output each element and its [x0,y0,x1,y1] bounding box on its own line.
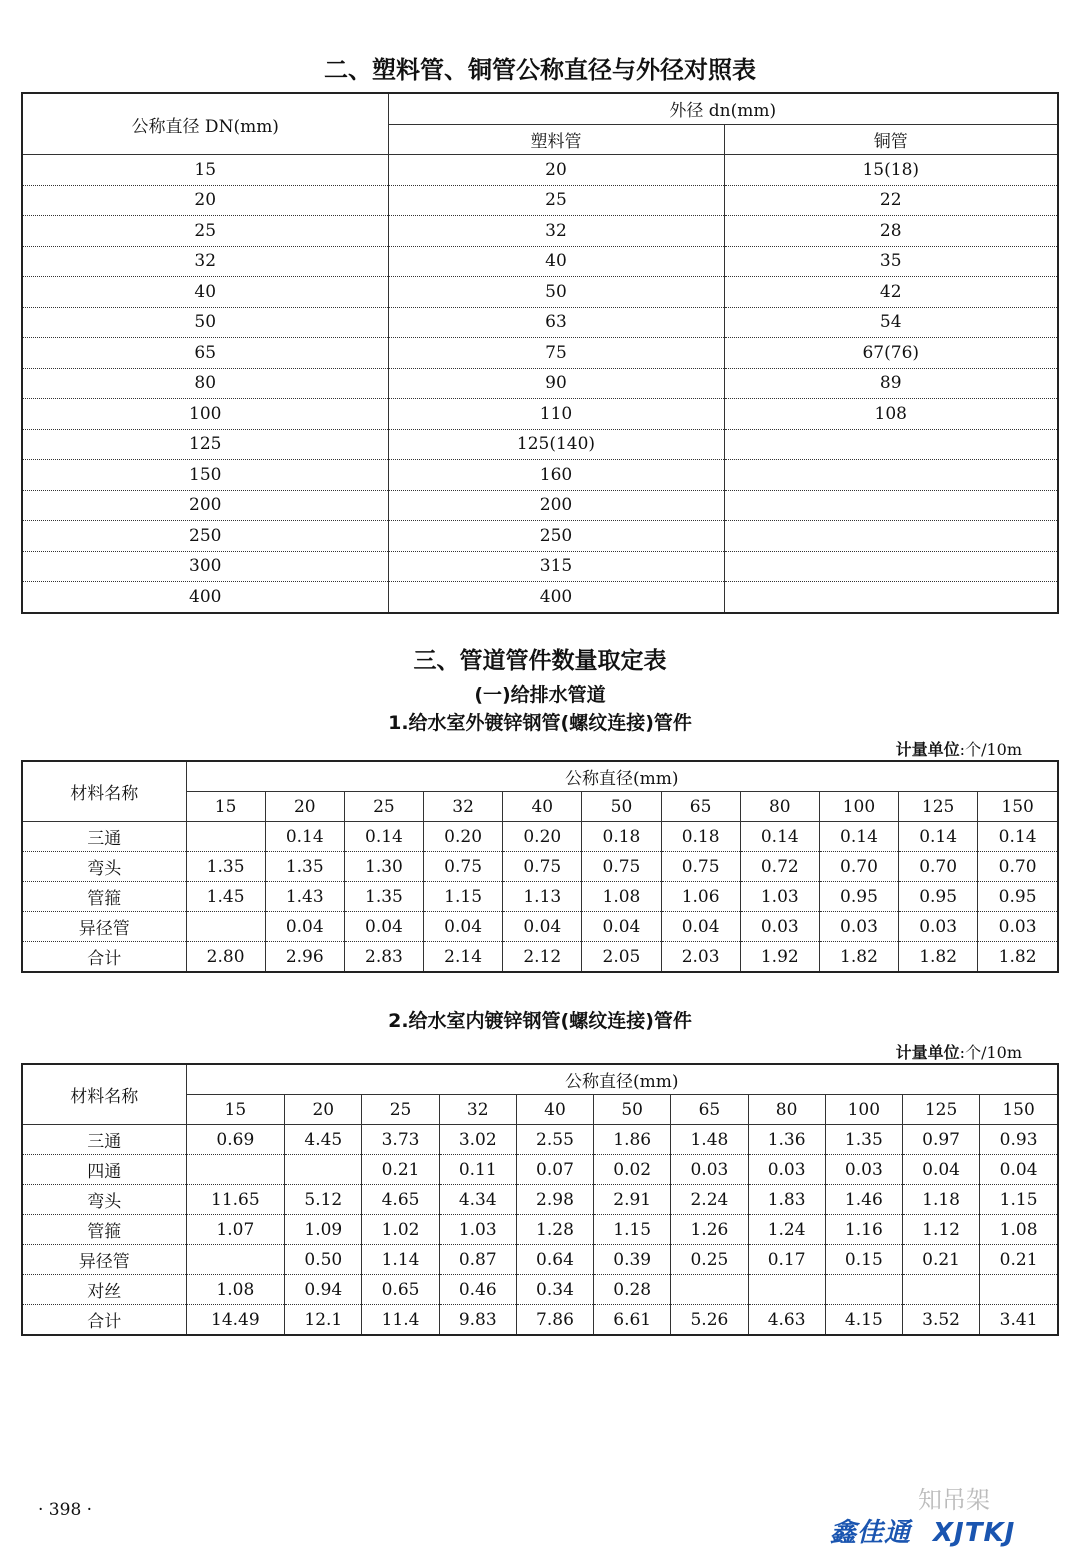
od-header: 外径 dn(mm) [388,93,1058,124]
table-cell: 2.83 [344,942,423,973]
table-cell: 1.28 [516,1215,593,1245]
table-row [22,1125,1058,1155]
table-cell: 160 [388,460,724,491]
table-cell: 1.16 [825,1215,902,1245]
table-cell: 63 [388,307,724,338]
table-cell: 15(18) [724,155,1058,186]
table-cell: 0.21 [980,1245,1058,1275]
diameter-cell: 15 [186,792,265,822]
table-cell: 0.25 [671,1245,748,1275]
table-cell [186,822,265,852]
table-cell: 1.03 [439,1215,516,1245]
table-cell: 1.08 [186,1275,285,1305]
table-cell: 32 [22,246,388,277]
table-cell: 0.94 [285,1275,362,1305]
diameter-cell: 150 [980,1095,1058,1125]
table-cell: 89 [724,368,1058,399]
material-name: 异径管 [22,1245,186,1275]
diameter-cell: 100 [819,792,898,822]
diameter-cell: 40 [503,792,582,822]
dn-header: 公称直径 DN(mm) [22,93,388,155]
table-cell: 1.08 [980,1215,1058,1245]
table-cell: 0.14 [899,822,978,852]
table-cell: 1.30 [344,852,423,882]
diameter-cell: 125 [902,1095,979,1125]
diameter-comparison-table [21,92,1059,614]
table-cell: 3.73 [362,1125,439,1155]
diameter-cell: 20 [285,1095,362,1125]
table-cell: 1.15 [424,882,503,912]
table-cell: 200 [388,490,724,521]
unit-label: 计量单位 [895,740,960,759]
table-cell: 1.48 [671,1125,748,1155]
logo-en: XJTKJ [933,1518,1016,1548]
table-cell: 4.15 [825,1305,902,1336]
table-cell: 6.61 [594,1305,671,1336]
table-cell: 28 [724,216,1058,247]
table-cell: 4.34 [439,1185,516,1215]
diameter-cell: 80 [740,792,819,822]
table-cell: 50 [388,277,724,308]
section-title: 二、塑料管、铜管公称直径与外径对照表 [324,56,756,84]
table-cell: 0.70 [899,852,978,882]
table-cell: 0.21 [362,1155,439,1185]
diameter-cell: 32 [439,1095,516,1125]
unit-note [896,737,1022,760]
table-cell: 2.05 [582,942,661,973]
table-row [22,1215,1058,1245]
table-cell: 67(76) [724,338,1058,369]
table-cell: 300 [22,551,388,582]
diameter-header: 公称直径(mm) [186,761,1058,792]
material-name: 管箍 [22,882,186,912]
table-cell: 90 [388,368,724,399]
table-cell: 108 [724,399,1058,430]
table-cell: 1.83 [748,1185,825,1215]
table-cell: 1.35 [186,852,265,882]
table-cell: 7.86 [516,1305,593,1336]
table-cell: 15 [22,155,388,186]
table-cell: 1.43 [265,882,344,912]
table-cell: 3.02 [439,1125,516,1155]
diameter-cell: 40 [516,1095,593,1125]
table-cell: 0.72 [740,852,819,882]
table-cell [724,429,1058,460]
material-name: 三通 [22,822,186,852]
table-cell: 0.65 [362,1275,439,1305]
diameter-cell: 25 [362,1095,439,1125]
table-cell: 1.06 [661,882,740,912]
table-cell: 0.03 [748,1155,825,1185]
table-cell: 0.95 [899,882,978,912]
table-cell: 25 [388,185,724,216]
table-cell: 110 [388,399,724,430]
table-cell: 25 [22,216,388,247]
table-cell: 4.65 [362,1185,439,1215]
table-cell: 1.92 [740,942,819,973]
table-row [22,1185,1058,1215]
table-cell: 65 [22,338,388,369]
table-cell: 0.03 [819,912,898,942]
table-cell: 125(140) [388,429,724,460]
table-row [22,368,1058,399]
table-cell: 0.95 [978,882,1058,912]
table-cell: 32 [388,216,724,247]
table-cell: 0.20 [503,822,582,852]
table-cell: 1.45 [186,882,265,912]
table-title: 2.给水室内镀锌钢管(螺纹连接)管件 [388,1010,692,1032]
header-row [22,761,1058,792]
table-cell: 0.17 [748,1245,825,1275]
table-row [22,307,1058,338]
table-cell: 0.04 [661,912,740,942]
table-row [22,551,1058,582]
diameter-cell: 50 [594,1095,671,1125]
diameter-cell: 150 [978,792,1058,822]
table-cell: 0.03 [978,912,1058,942]
table-cell [902,1275,979,1305]
table-cell: 200 [22,490,388,521]
header-row [22,1064,1058,1095]
table-cell [825,1275,902,1305]
table-cell: 0.75 [503,852,582,882]
diameter-cell: 15 [186,1095,285,1125]
table-cell: 75 [388,338,724,369]
table-cell: 0.69 [186,1125,285,1155]
table-cell: 2.24 [671,1185,748,1215]
unit-note [896,1040,1022,1063]
table-cell [724,521,1058,552]
table-cell: 1.08 [582,882,661,912]
table-cell: 250 [22,521,388,552]
table-cell [186,912,265,942]
table-cell [748,1275,825,1305]
table-row [22,185,1058,216]
table-cell: 400 [388,582,724,613]
diameter-cell: 20 [265,792,344,822]
table-cell: 0.20 [424,822,503,852]
table-cell: 40 [22,277,388,308]
table-cell: 0.03 [899,912,978,942]
table-cell [724,582,1058,613]
table-cell: 0.50 [285,1245,362,1275]
table-row [22,942,1058,973]
table-row [22,582,1058,613]
table-cell: 2.96 [265,942,344,973]
table-cell: 4.63 [748,1305,825,1336]
table-row [22,429,1058,460]
table-cell: 1.86 [594,1125,671,1155]
copper-header: 铜管 [724,124,1058,155]
table-cell: 5.26 [671,1305,748,1336]
table-cell: 35 [724,246,1058,277]
diameter-cell: 100 [825,1095,902,1125]
table-cell: 0.18 [661,822,740,852]
table-cell: 0.75 [424,852,503,882]
table-cell: 0.04 [582,912,661,942]
table-cell: 0.14 [344,822,423,852]
table-cell: 2.03 [661,942,740,973]
table-cell: 0.21 [902,1245,979,1275]
material-name-header: 材料名称 [22,761,186,822]
material-name: 弯头 [22,852,186,882]
table-cell: 20 [388,155,724,186]
table-cell: 42 [724,277,1058,308]
table-row [22,822,1058,852]
table-cell: 0.04 [344,912,423,942]
table-row [22,1245,1058,1275]
table-row [22,277,1058,308]
table-cell: 1.03 [740,882,819,912]
table-cell: 1.13 [503,882,582,912]
outdoor-fittings-table [21,760,1059,973]
diameter-cell: 125 [899,792,978,822]
table-row [22,1305,1058,1336]
table-cell: 11.65 [186,1185,285,1215]
table-cell: 0.04 [265,912,344,942]
material-name: 合计 [22,1305,186,1336]
material-name: 三通 [22,1125,186,1155]
material-name: 四通 [22,1155,186,1185]
table-cell: 1.24 [748,1215,825,1245]
table-cell: 1.82 [998,946,1037,967]
table-cell: 0.03 [740,912,819,942]
table-cell [724,490,1058,521]
table-cell: 1.46 [825,1185,902,1215]
table-cell: 0.14 [978,822,1058,852]
table-title: 1.给水室外镀锌钢管(螺纹连接)管件 [388,712,692,734]
unit-label: 计量单位 [895,1043,960,1062]
table-cell: 2.12 [503,942,582,973]
table-cell: 0.46 [439,1275,516,1305]
diameter-cell: 65 [671,1095,748,1125]
table-cell: 54 [724,307,1058,338]
table-cell [186,1245,285,1275]
table-row [22,246,1058,277]
brand-logo [830,1512,1037,1549]
table-cell: 1.02 [362,1215,439,1245]
table-cell: 100 [22,399,388,430]
table-row [22,521,1058,552]
diameter-cell: 25 [344,792,423,822]
table-cell: 0.03 [825,1155,902,1185]
table-cell: 0.95 [819,882,898,912]
material-name-header: 材料名称 [22,1064,186,1125]
material-name: 弯头 [22,1185,186,1215]
table-cell: 0.64 [516,1245,593,1275]
table-cell [186,1155,285,1185]
table-cell: 315 [388,551,724,582]
table-cell: 22 [724,185,1058,216]
logo-cn: 鑫佳通 [830,1518,912,1548]
diameter-cell: 32 [424,792,503,822]
table-cell: 0.02 [594,1155,671,1185]
table-cell: 0.75 [661,852,740,882]
table-cell: 0.39 [594,1245,671,1275]
table-cell [724,460,1058,491]
table-cell: 2.55 [516,1125,593,1155]
diameter-cell: 50 [582,792,661,822]
table-row [22,399,1058,430]
table-cell: 0.15 [825,1245,902,1275]
table-cell: 9.83 [439,1305,516,1336]
plastic-header: 塑料管 [388,124,724,155]
table-cell: 0.70 [819,852,898,882]
page-number: · 398 · [38,1500,93,1520]
table-cell: 0.04 [424,912,503,942]
table-cell: 0.03 [671,1155,748,1185]
table-cell: 1.82 [899,942,978,973]
table-cell: 2.80 [186,942,265,973]
table-cell: 0.70 [978,852,1058,882]
table-cell: 1.18 [902,1185,979,1215]
table-cell: 0.11 [439,1155,516,1185]
table-cell: 1.09 [285,1215,362,1245]
table-cell: 0.97 [902,1125,979,1155]
table-row [22,338,1058,369]
table-cell: 1.82 [819,942,898,973]
table-row [22,882,1058,912]
subsection-title: (一)给排水管道 [474,684,606,706]
table-cell: 1.12 [902,1215,979,1245]
table-cell: 0.28 [594,1275,671,1305]
table-cell: 2.91 [594,1185,671,1215]
table-cell: 1.26 [671,1215,748,1245]
table-row [22,852,1058,882]
table-cell: 1.35 [825,1125,902,1155]
table-cell: 1.36 [748,1125,825,1155]
table-cell: 0.14 [265,822,344,852]
table-cell: 0.04 [980,1155,1058,1185]
table-cell: 0.14 [740,822,819,852]
table-cell: 80 [22,368,388,399]
table-cell: 1.14 [362,1245,439,1275]
diameter-cell: 80 [748,1095,825,1125]
table-cell: 50 [22,307,388,338]
table-row [22,1155,1058,1185]
table-row [22,216,1058,247]
table-cell: 0.34 [516,1275,593,1305]
table-cell: 0.75 [582,852,661,882]
table-cell: 20 [22,185,388,216]
material-name: 异径管 [22,912,186,942]
table-cell: 2.14 [424,942,503,973]
unit-value: :个/10m [959,1043,1022,1062]
table-cell: 0.04 [503,912,582,942]
table-cell [724,551,1058,582]
table-cell: 4.45 [285,1125,362,1155]
table-row [22,1275,1058,1305]
table-cell: 11.4 [362,1305,439,1336]
diameter-header: 公称直径(mm) [186,1064,1058,1095]
table-cell: 150 [22,460,388,491]
table-cell: 0.14 [819,822,898,852]
table-cell: 5.12 [285,1185,362,1215]
table-cell: 3.52 [902,1305,979,1336]
table-cell [285,1155,362,1185]
table-cell: 14.49 [186,1305,285,1336]
table-cell: 1.15 [980,1185,1058,1215]
table-cell: 2.98 [516,1185,593,1215]
table-cell: 1.35 [265,852,344,882]
table-cell: 250 [388,521,724,552]
table-cell: 1.15 [594,1215,671,1245]
watermark: 知吊架 [918,1486,990,1514]
indoor-fittings-table [21,1063,1059,1336]
unit-value: :个/10m [959,740,1022,759]
table-cell: 0.07 [516,1155,593,1185]
table-row [22,912,1058,942]
table-row [22,155,1058,186]
table-cell: 400 [22,582,388,613]
table-cell: 0.93 [980,1125,1058,1155]
diameter-cell: 65 [661,792,740,822]
table-cell: 125 [22,429,388,460]
table-row [22,460,1058,491]
table-cell: 1.35 [344,882,423,912]
table-cell: 12.1 [285,1305,362,1336]
table-cell: 3.41 [999,1309,1038,1330]
table-cell [980,1275,1058,1305]
table-cell: 1.07 [186,1215,285,1245]
material-name: 管箍 [22,1215,186,1245]
table-cell [671,1275,748,1305]
table-cell: 0.18 [582,822,661,852]
table-cell: 0.87 [439,1245,516,1275]
table-cell: 0.04 [902,1155,979,1185]
table-row [22,490,1058,521]
material-name: 对丝 [22,1275,186,1305]
table-cell: 40 [388,246,724,277]
material-name: 合计 [22,942,186,973]
section-title: 三、管道管件数量取定表 [413,648,667,674]
